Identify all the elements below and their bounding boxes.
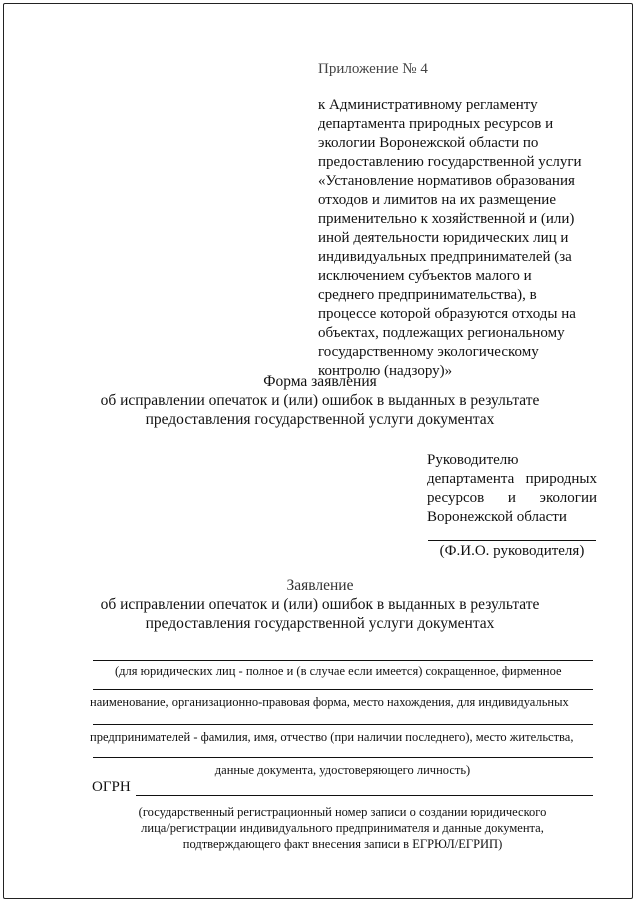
form-title-line: предоставления государственной услуги документах [145,411,495,428]
annex-line: к Административному регламенту [318,97,538,113]
annex-line: государственному экологическому [318,344,539,360]
ogrn-field-line[interactable] [136,795,593,796]
annex-line: отходов и лимитов на их размещение [318,192,556,208]
signature-line[interactable] [428,540,596,541]
annex-line: среднего предпринимательства), в [318,287,537,303]
annex-line: контролю (надзору)» [318,363,453,379]
annex-line: применительно к хозяйственной и (или) [318,211,575,227]
applicant-caption: предпринимателей - фамилия, имя, отчество (при наличии последнего), место жительства, [90,730,574,744]
annex-line: процессе которой образуются отходы на [318,306,576,322]
annex-line: предоставлению государственной услуги [318,154,582,170]
addressee-line: департамента природных [427,471,597,487]
signature-caption: (Ф.И.О. руководителя) [439,543,585,559]
form-title-line: об исправлении опечаток и (или) ошибок в выданных в результате [100,392,540,409]
annex-block [318,60,608,381]
annex-text [318,96,608,381]
annex-line: экологии Воронежской области по [318,135,539,151]
applicant-field-line[interactable] [93,660,593,661]
form-title [0,372,640,429]
annex-line: иной деятельности юридических лиц и [318,230,569,246]
ogrn-label: ОГРН [92,779,131,795]
applicant-caption: наименование, организационно-правовая форма, место нахождения, для индивидуальных [90,695,569,709]
applicant-caption: данные документа, удостоверяющего личность) [214,763,471,777]
statement-heading [0,576,640,633]
addressee-line: ресурсов и экологии [427,490,597,506]
applicant-field-line[interactable] [93,757,593,758]
addressee-line: Руководителю [427,452,519,468]
ogrn-caption-line: (государственный регистрационный номер записи о создании юридического [138,805,547,819]
statement-line: об исправлении опечаток и (или) ошибок в выданных в результате [100,596,540,613]
applicant-caption: (для юридических лиц - полное и (в случае если имеется) сокращенное, фирменное [115,664,562,678]
ogrn-caption-line: подтверждающего факт внесения записи в ЕГРЮЛ/ЕГРИП) [182,837,503,851]
annex-line: объектах, подлежащих региональному [318,325,565,341]
statement-title: Заявление [286,577,354,594]
annex-title: Приложение № 4 [318,61,428,77]
statement-line: предоставления государственной услуги документах [145,615,495,632]
addressee-line: Воронежской области [427,509,567,525]
annex-line: «Установление нормативов образования [318,173,575,189]
ogrn-caption [90,804,595,852]
annex-line: исключением субъектов малого и [318,268,532,284]
applicant-field-line[interactable] [93,689,593,690]
annex-line: департамента природных ресурсов и [318,116,554,132]
annex-line: индивидуальных предпринимателей (за [318,249,572,265]
ogrn-caption-line: лица/регистрации индивидуального предпринимателя и данные документа, [141,821,544,835]
form-title-heading: Форма заявления [263,373,377,390]
applicant-field-line[interactable] [93,724,593,725]
addressee-block [427,451,597,527]
